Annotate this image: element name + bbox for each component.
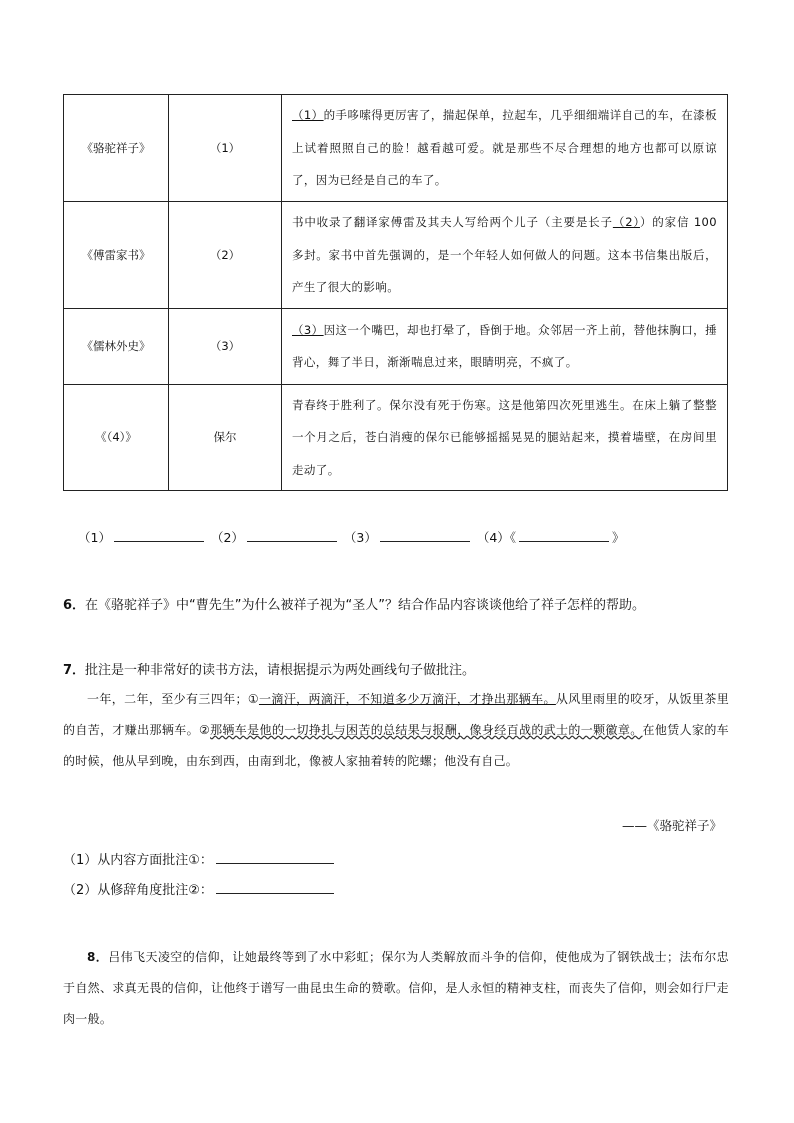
question-text: 吕伟飞天凌空的信仰，让她最终等到了水中彩虹；保尔为人类解放而斗争的信仰，使他成为了钢铁战士；法布尔忠于自然、求真无畏的信仰，让他终于谱写一曲昆虫生命的赞歌。信仰，是人永恒的精神支柱，而丧失了信仰，则会如行尸走肉一般。: [63, 950, 729, 1026]
passage-text: 一年，二年，至少有三四年；: [87, 692, 248, 706]
answer-line: [78, 528, 625, 546]
answer-label: （1）: [78, 530, 111, 545]
answer-blank-1[interactable]: [114, 529, 204, 542]
excerpt-text: 的手哆嗦得更厉害了，揣起保单，拉起车，几乎细细端详自己的车，在漆板上试着照照自己的脸！越看越可爱。就是那些不尽合理想的地方也都可以原谅了，因为已经是自己的车了。: [292, 108, 717, 188]
underlined-sentence-1: 一滴汗，两滴汗，不知道多少万滴汗，才挣出那辆车。: [258, 692, 556, 706]
passage-paragraph: [63, 684, 729, 777]
blank-marker[interactable]: （1）: [292, 108, 324, 123]
passage-source: ——《骆驼祥子》: [621, 818, 722, 833]
book-title-cell: 《骆驼祥子》: [64, 95, 169, 202]
circled-mark-2: ②: [198, 723, 211, 737]
answer-label: （3）: [343, 530, 377, 545]
table-row: [64, 308, 728, 384]
answer-blank-4[interactable]: [519, 529, 609, 542]
annotation-blank-2[interactable]: [216, 881, 334, 894]
answer-label: 》: [612, 530, 625, 545]
excerpt-cell: [282, 202, 728, 309]
excerpt-cell: [282, 95, 728, 202]
book-title-cell: 《傅雷家书》: [64, 202, 169, 309]
table-row: [64, 384, 728, 491]
question-text: 在《骆驼祥子》中“曹先生”为什么被祥子视为“圣人”？结合作品内容谈谈他给了祥子怎样的帮助。: [85, 598, 645, 613]
person-cell: （2）: [169, 202, 282, 309]
annotation-blank-1[interactable]: [216, 851, 334, 864]
sub-question-1: [63, 849, 334, 868]
excerpt-cell: 青春终于胜利了。保尔没有死于伤寒。这是他第四次死里逃生。在床上躺了整整一个月之后，苍白消瘦的保尔已能够摇摇晃晃的腿站起来，摸着墙壁，在房间里走动了。: [282, 384, 728, 491]
excerpt-cell: [282, 308, 728, 384]
answer-blank-2[interactable]: [247, 529, 337, 542]
question-number: 7．: [63, 663, 86, 678]
question-number: 6．: [63, 598, 86, 613]
book-excerpt-table: [63, 94, 728, 491]
blank-marker[interactable]: （2）: [612, 215, 640, 229]
circled-mark-1: ①: [247, 692, 259, 706]
answer-label: （4）《: [476, 530, 517, 545]
question-7: [63, 659, 475, 678]
question-8: [63, 942, 729, 1035]
underlined-sentence-2: 那辆车是他的一切挣扎与困苦的总结果与报酬，像身经百战的武士的一颗徽章。: [210, 723, 643, 737]
book-title-cell: 《（4）》: [64, 384, 169, 491]
table-row: [64, 202, 728, 309]
person-cell: （3）: [169, 308, 282, 384]
excerpt-text: 书中收录了翻译家傅雷及其夫人写给两个儿子（主要是长子: [292, 215, 613, 229]
sub-question-label: （2）从修辞角度批注②：: [63, 883, 213, 898]
answer-label: （2）: [210, 530, 244, 545]
sub-question-label: （1）从内容方面批注①：: [63, 853, 213, 868]
answer-blank-3[interactable]: [380, 529, 470, 542]
book-title-cell: 《儒林外史》: [64, 308, 169, 384]
passage-text: 从风里雨里的咬牙，从饭里茶里的自苦，才赚出那辆车。: [63, 692, 730, 737]
excerpt-text: ）的家信 100 多封。家书中首先强调的，是一个年轻人如何做人的问题。这本书信集出版后，产生了很大的影响。: [292, 215, 717, 294]
person-cell: 保尔: [169, 384, 282, 491]
person-cell: （1）: [169, 95, 282, 202]
excerpt-text: 因这一个嘴巴，却也打晕了，昏倒于地。众邻居一齐上前，替他抹胸口，捶背心，舞了半日，渐渐喘息过来，眼睛明亮，不疯了。: [292, 322, 717, 369]
sub-question-2: [63, 879, 334, 898]
table-row: [64, 95, 728, 202]
blank-marker[interactable]: （3）: [292, 322, 324, 337]
question-text: 批注是一种非常好的读书方法，请根据提示为两处画线句子做批注。: [85, 663, 476, 678]
question-6: [63, 594, 645, 613]
passage-text: 在他赁人家的车的时候，他从早到晚，由东到西，由南到北，像被人家抽着转的陀螺；他没有自己。: [63, 723, 729, 768]
question-number: 8．: [87, 950, 109, 964]
